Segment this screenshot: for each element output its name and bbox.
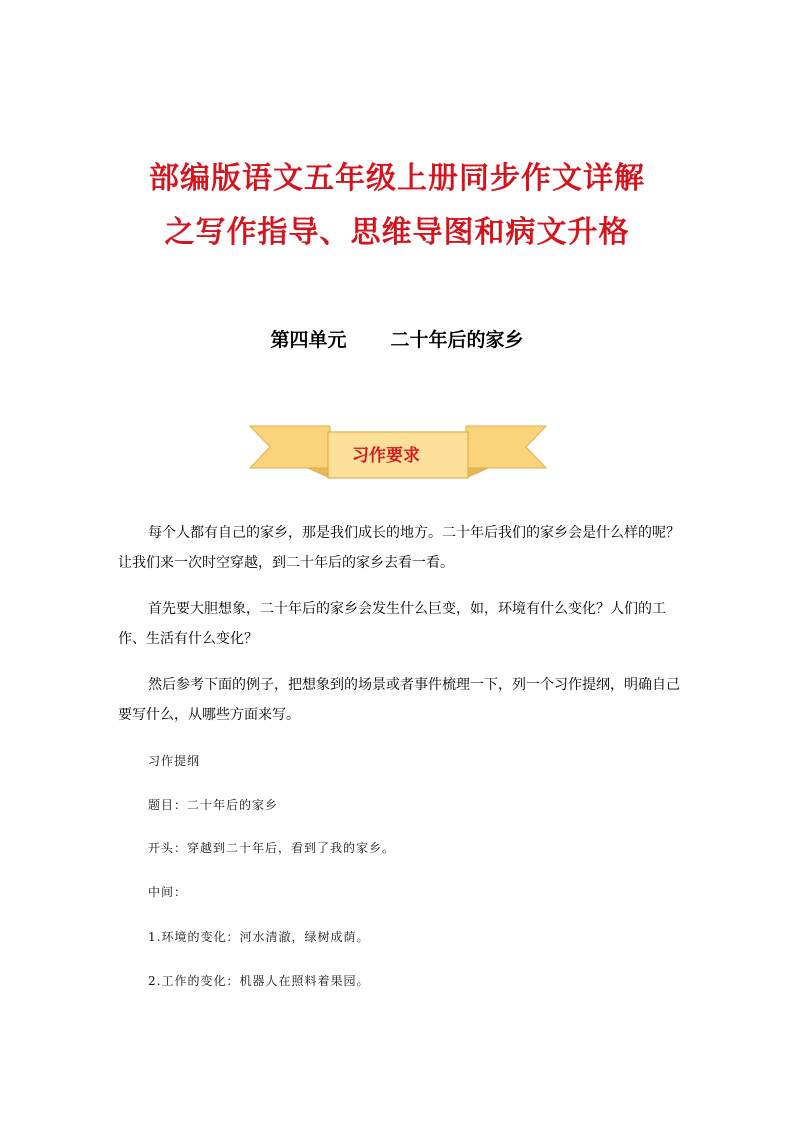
outline-middle: 中间：	[148, 885, 188, 899]
page-title-line-1: 部编版语文五年级上册同步作文详解	[149, 161, 645, 196]
paragraph-1: 每个人都有自己的家乡，那是我们成长的地方。二十年后我们的家乡会是什么样的呢？让我们来一次时空穿越，到二十年后的家乡去看一看。	[118, 525, 680, 571]
paragraph-2: 首先要大胆想象，二十年后的家乡会发生什么巨变，如，环境有什么变化？人们的工作、生活有什么变化？	[118, 601, 666, 647]
outline-item-1: 1.环境的变化：河水清澈，绿树成荫。	[148, 930, 370, 944]
unit-topic: 二十年后的家乡	[390, 329, 524, 351]
banner-label: 习作要求	[352, 446, 420, 466]
unit-heading	[0, 325, 794, 352]
unit-number: 第四单元	[270, 329, 347, 351]
outline-opening: 开头：穿越到二十年后，看到了我的家乡。	[148, 841, 396, 855]
paragraph-3: 然后参考下面的例子，把想象到的场景或者事件梳理一下，列一个习作提纲，明确自己要写什么，从哪些方面来写。	[118, 677, 680, 723]
outline-item-2: 2.工作的变化：机器人在照料着果园。	[148, 974, 370, 988]
outline-heading: 习作提纲	[148, 754, 201, 768]
page-title-line-2: 之写作指导、思维导图和病文升格	[164, 215, 630, 250]
outline-title-line: 题目：二十年后的家乡	[148, 798, 279, 812]
